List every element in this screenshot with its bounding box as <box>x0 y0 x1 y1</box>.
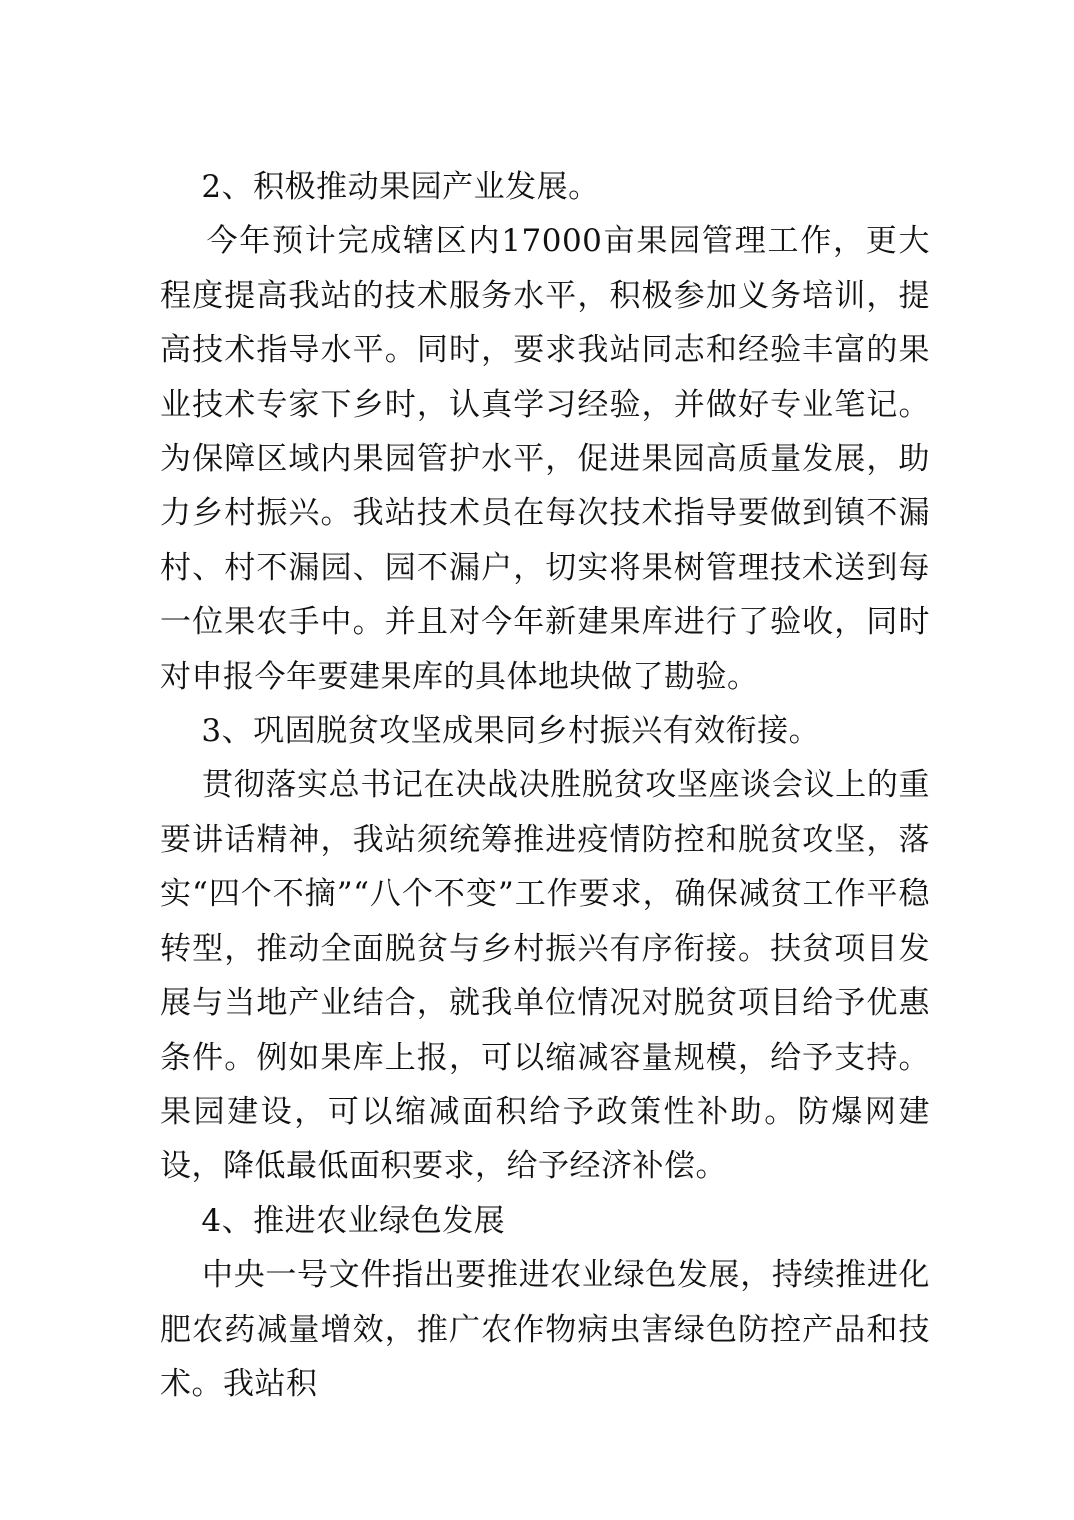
section-body-orchard: 今年预计完成辖区内17000亩果园管理工作，更大程度提高我站的技术服务水平，积极参加义务培训，提高技术指导水平。同时，要求我站同志和经验丰富的果业技术专家下乡时，认真学习经验，并做好专业笔记。为保障区域内果园管护水平，促进果园高质量发展，助力乡村振兴。我站技术员在每次技术指导要做到镇不漏村、村不漏园、园不漏户，切实将果树管理技术送到每一位果农手中。并且对今年新建果库进行了验收，同时对申报今年要建果库的具体地块做了勘验。 <box>160 223 930 695</box>
section-heading-green: 4、推进农业绿色发展 <box>160 1202 506 1239</box>
document-body <box>160 160 930 1411</box>
section-body-green: 中央一号文件指出要推进农业绿色发展，持续推进化肥农药减量增效，推广农作物病虫害绿色防控产品和技术。我站积 <box>160 1257 930 1402</box>
section-heading-poverty: 3、巩固脱贫攻坚成果同乡村振兴有效衔接。 <box>160 713 821 750</box>
section-heading-orchard: 2、积极推动果园产业发展。 <box>160 169 600 205</box>
section-body-poverty: 贯彻落实总书记在决战决胜脱贫攻坚座谈会议上的重要讲话精神，我站须统筹推进疫情防控和脱贫攻坚，落实“四个不摘”“八个不变”工作要求，确保减贫工作平稳转型，推动全面脱贫与乡村振兴有序衔接。扶贫项目发展与当地产业结合，就我单位情况对脱贫项目给予优惠条件。例如果库上报，可以缩减容量规模，给予支持。果园建设，可以缩减面积给予政策性补助。防爆网建设，降低最低面积要求，给予经济补偿。 <box>160 767 930 1185</box>
